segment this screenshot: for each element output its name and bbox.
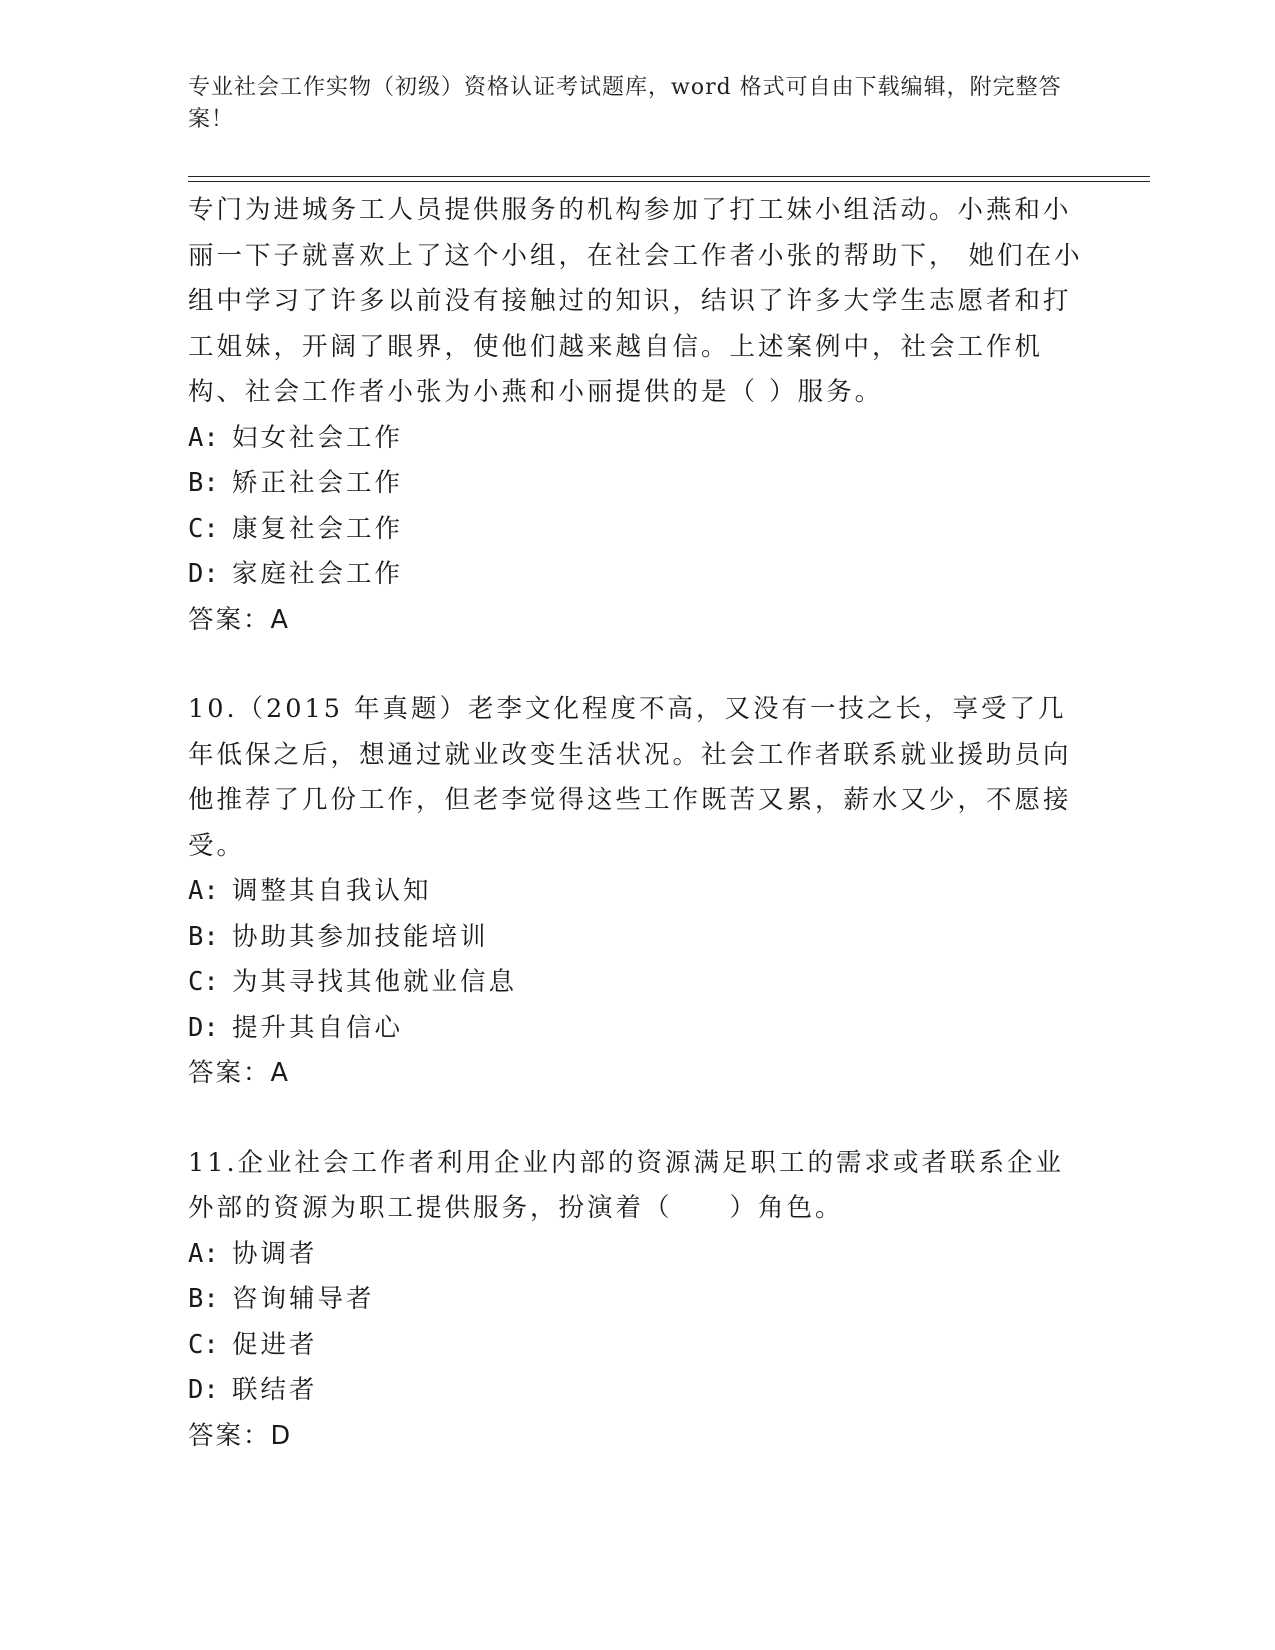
option-letter: A: bbox=[188, 876, 219, 906]
option-text: 咨询辅导者 bbox=[232, 1284, 375, 1314]
option-text: 提升其自信心 bbox=[232, 1012, 404, 1043]
option-letter: D: bbox=[188, 1012, 219, 1043]
option-c bbox=[188, 507, 1088, 553]
option-b bbox=[188, 1277, 1088, 1323]
option-a bbox=[188, 1232, 1088, 1278]
option-text: 家庭社会工作 bbox=[232, 559, 404, 589]
option-a bbox=[188, 416, 1088, 462]
option-letter: D: bbox=[188, 559, 219, 589]
question-text: 11.企业社会工作者利用企业内部的资源满足职工的需求或者联系企业外部的资源为职工提供服务，扮演着（ ）角色。 bbox=[188, 1147, 1065, 1223]
question-item bbox=[188, 687, 1088, 1097]
option-letter: D: bbox=[188, 1375, 219, 1405]
option-letter: B: bbox=[188, 468, 219, 498]
option-letter: C: bbox=[188, 513, 219, 544]
option-letter: B: bbox=[188, 1284, 219, 1314]
option-d bbox=[188, 1006, 1088, 1052]
question-spacer bbox=[188, 643, 1088, 687]
option-d bbox=[188, 1368, 1088, 1414]
option-letter: B: bbox=[188, 921, 219, 952]
option-text: 协调者 bbox=[232, 1238, 318, 1269]
option-text: 为其寻找其他就业信息 bbox=[232, 967, 518, 997]
question-spacer bbox=[188, 1097, 1088, 1141]
option-letter: A: bbox=[188, 422, 219, 453]
option-text: 联结者 bbox=[232, 1375, 318, 1405]
answer-line: 答案：A bbox=[188, 604, 290, 635]
question-item bbox=[188, 188, 1088, 643]
option-c bbox=[188, 960, 1088, 1006]
option-d bbox=[188, 552, 1088, 598]
page-header: 专业社会工作实物（初级）资格认证考试题库，word 格式可自由下载编辑，附完整答案！ bbox=[188, 75, 1062, 132]
option-letter: C: bbox=[188, 1329, 219, 1360]
option-text: 协助其参加技能培训 bbox=[232, 921, 489, 952]
option-text: 调整其自我认知 bbox=[232, 876, 432, 906]
option-letter: A: bbox=[188, 1238, 219, 1269]
option-text: 妇女社会工作 bbox=[232, 422, 404, 453]
option-a bbox=[188, 869, 1088, 915]
question-text: 10.（2015 年真题）老李文化程度不高，又没有一技之长，享受了几年低保之后，想通过就业改变生活状况。社会工作者联系就业援助员向他推荐了几份工作，但老李觉得这些工作既苦又累，薪水又少，不愿接受。 bbox=[188, 694, 1072, 861]
header-rule-top bbox=[188, 176, 1150, 177]
option-c bbox=[188, 1323, 1088, 1369]
option-text: 康复社会工作 bbox=[232, 513, 404, 544]
question-text: 专门为进城务工人员提供服务的机构参加了打工妹小组活动。小燕和小丽一下子就喜欢上了这个小组，在社会工作者小张的帮助下， 她们在小组中学习了许多以前没有接触过的知识，结识了许多大学生志愿者和打工姐妹，开阔了眼界，使他们越来越自信。上述案例中，社会工作机构、社会工作者小张为小燕和小丽提供的是（ ）服务。 bbox=[188, 195, 1083, 407]
option-text: 促进者 bbox=[232, 1329, 318, 1360]
option-text: 矫正社会工作 bbox=[232, 468, 404, 498]
question-list bbox=[188, 188, 1088, 1459]
option-letter: C: bbox=[188, 967, 219, 997]
option-b bbox=[188, 461, 1088, 507]
question-item bbox=[188, 1141, 1088, 1460]
option-b bbox=[188, 915, 1088, 961]
header-rule-bottom bbox=[188, 181, 1150, 182]
answer-line: 答案：D bbox=[188, 1420, 293, 1451]
answer-line: 答案：A bbox=[188, 1058, 290, 1088]
